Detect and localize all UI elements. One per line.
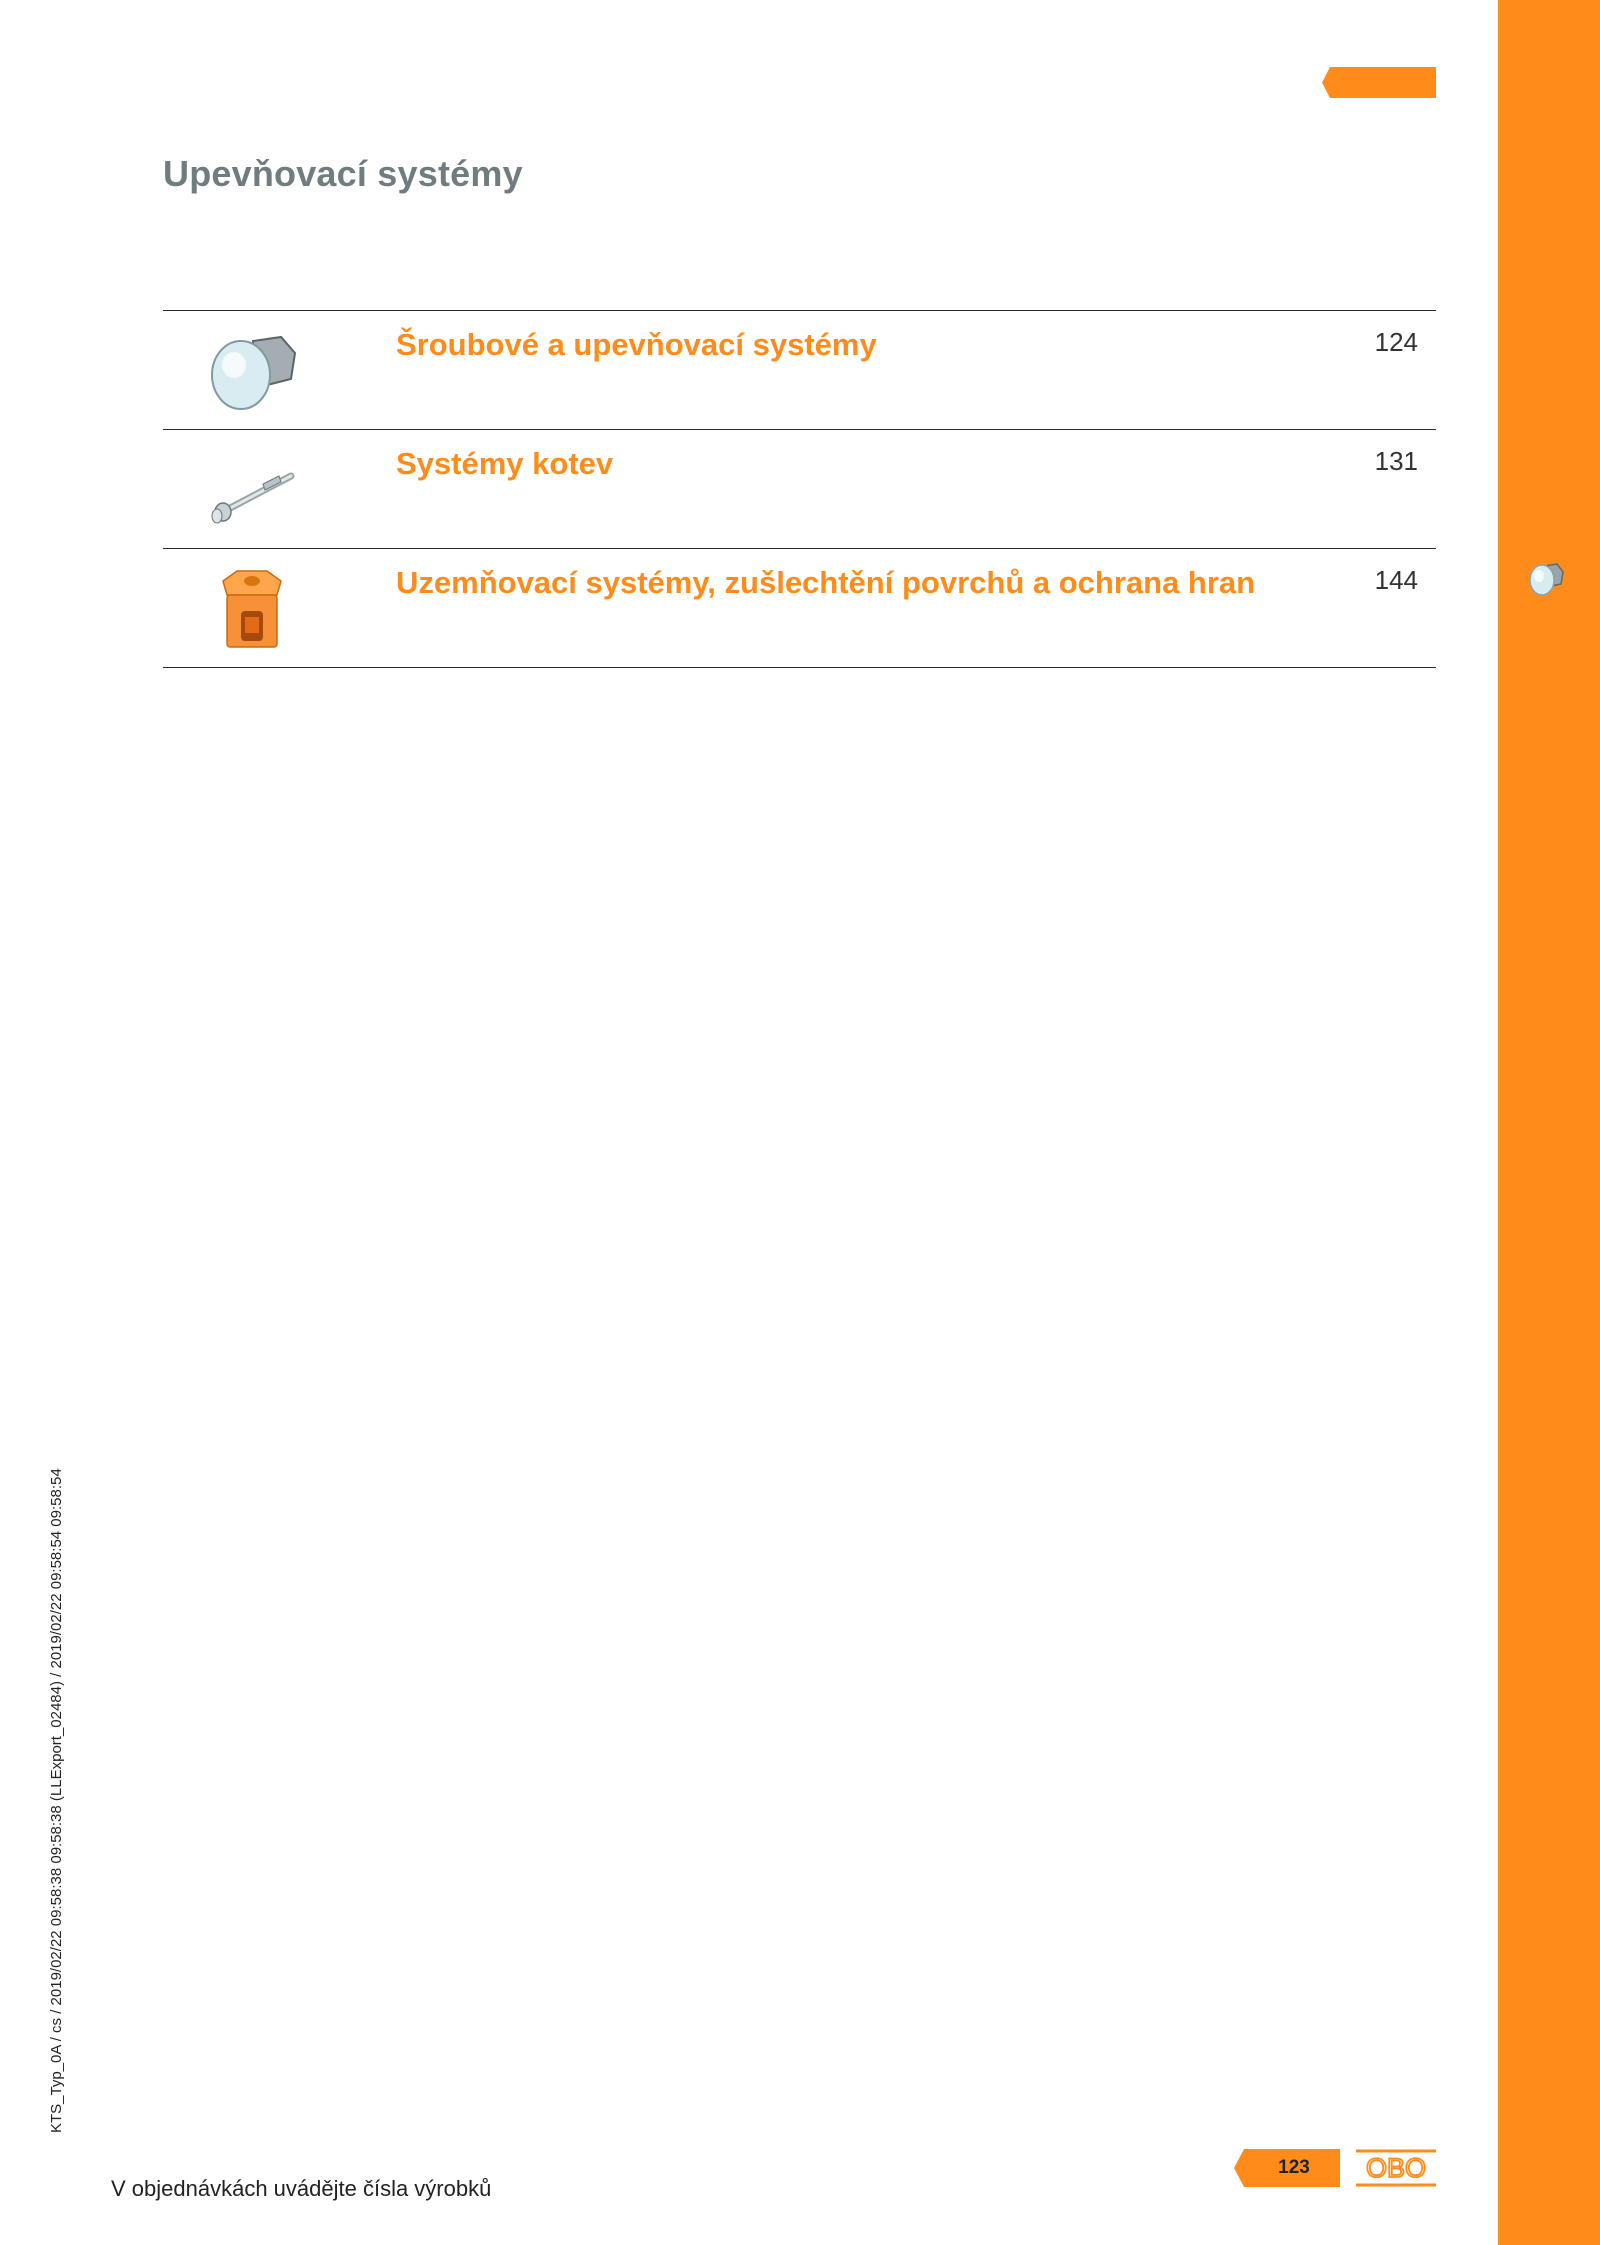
- table-of-contents: [163, 310, 1436, 668]
- toc-row[interactable]: [163, 548, 1436, 668]
- bolt-nut-icon: [1527, 558, 1567, 602]
- anchor-bolt-icon: [201, 442, 301, 538]
- earthing-clamp-icon: [201, 561, 301, 657]
- toc-page-number: 131: [1374, 446, 1418, 476]
- footer-note: V objednávkách uvádějte čísla výrobků: [111, 2176, 492, 2201]
- toc-row[interactable]: [163, 310, 1436, 429]
- toc-link-anchor-systems[interactable]: Systémy kotev: [396, 446, 614, 481]
- obo-logo: [1356, 2148, 1436, 2188]
- toc-row[interactable]: [163, 429, 1436, 548]
- page-number: 123: [1278, 2157, 1310, 2178]
- obo-logo-text: OBO: [1365, 2153, 1427, 2183]
- page-title: Upevňovací systémy: [163, 153, 523, 194]
- section-tab-marker: [1322, 67, 1436, 98]
- toc-link-earthing-systems[interactable]: Uzemňovací systémy, zušlechtění povrchů a ochrana hran: [396, 565, 1256, 600]
- toc-page-number: 124: [1374, 327, 1418, 357]
- toc-page-number: 144: [1374, 565, 1418, 595]
- print-metadata: KTS_Typ_0A / cs / 2019/02/22 09:58:38 09:58:38 (LLExport_02484) / 2019/02/22 09:58:54 09:58:54: [48, 1468, 65, 2133]
- bolt-nut-icon: [201, 323, 301, 419]
- side-color-band: [1498, 0, 1600, 2245]
- toc-link-screw-fastening[interactable]: Šroubové a upevňovací systémy: [396, 327, 877, 362]
